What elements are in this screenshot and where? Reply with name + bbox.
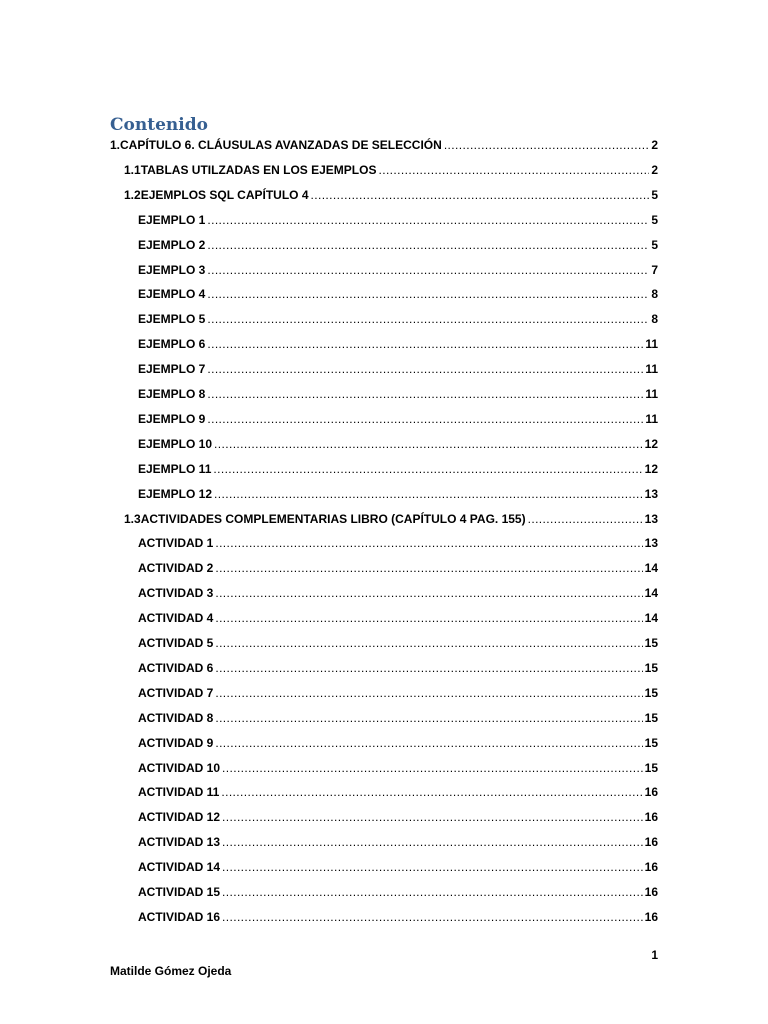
toc-entry-ejemplo-3[interactable] [138,260,658,278]
toc-entry-label: EJEMPLO 4 [138,287,206,302]
toc-entry-label: ACTIVIDAD 12 [138,810,221,825]
toc-entry-page: 14 [644,586,658,601]
toc-entry-label: CAPÍTULO 6. CLÁUSULAS AVANZADAS DE SELECCIÓN [120,138,442,152]
toc-entry-page: 11 [645,337,658,352]
toc-dot-leader [207,387,643,402]
toc-dot-leader [222,860,643,875]
toc-entry-label: ACTIVIDAD 7 [138,685,214,700]
toc-entry-page: 5 [651,187,658,202]
toc-entry-actividad-7[interactable] [138,683,658,701]
toc-dot-leader [213,462,642,477]
toc-entry-page: 5 [651,237,658,252]
toc-entry-label: ACTIVIDAD 6 [138,660,214,675]
toc-dot-leader [214,487,643,502]
toc-heading: Contenido [110,115,208,135]
toc-dot-leader [207,263,649,278]
toc-dot-leader [215,736,642,751]
toc-entry-page: 16 [644,885,658,899]
toc-entry-page: 15 [644,685,658,700]
footer-author: Matilde Gómez Ojeda [110,964,232,978]
toc-entry-label: EJEMPLO 7 [138,362,206,377]
toc-dot-leader [311,188,650,203]
toc-dot-leader [378,163,649,178]
toc-entry-page: 13 [644,486,658,501]
toc-dot-leader [207,412,643,427]
toc-entry-page: 13 [644,511,658,526]
toc-entry-actividad-8[interactable] [138,708,658,726]
toc-entry-label: EJEMPLOS SQL CAPÍTULO 4 [140,187,309,202]
toc-entry-page: 16 [644,810,658,825]
toc-entry-page: 15 [644,660,658,675]
toc-dot-leader [207,213,649,228]
toc-entry-ejemplo-9[interactable] [138,409,658,427]
toc-entry-page: 8 [651,312,658,327]
toc-dot-leader [207,362,643,377]
toc-entry-actividad-9[interactable] [138,733,658,751]
toc-entry-label: ACTIVIDAD 1 [138,536,214,551]
toc-entry-actividades[interactable] [124,509,658,527]
toc-entry-page: 16 [644,860,658,875]
toc-entry-actividad-4[interactable] [138,608,658,626]
toc-entry-actividad-16[interactable] [138,907,658,925]
toc-entry-label: ACTIVIDAD 13 [138,835,221,850]
toc-entry-label: ACTIVIDAD 4 [138,611,214,626]
toc-dot-leader [215,686,642,701]
toc-entry-page: 8 [651,287,658,302]
toc-entry-label: ACTIVIDADES COMPLEMENTARIAS LIBRO (CAPÍTULO 4 PAG. 155) [140,511,526,526]
toc-entry-page: 5 [651,212,658,227]
toc-entry-page: 2 [651,138,658,152]
toc-entry-page: 11 [645,362,658,377]
toc-entry-number: 1.2 [124,187,141,202]
toc-dot-leader [222,835,643,850]
toc-entry-page: 16 [644,835,658,850]
toc-entry-actividad-15[interactable] [138,882,658,900]
toc-entry-label: EJEMPLO 1 [138,212,206,227]
toc-entry-actividad-3[interactable] [138,583,658,601]
toc-entry-label: EJEMPLO 3 [138,262,206,277]
toc-entry-page: 7 [651,262,658,277]
toc-entry-label: ACTIVIDAD 15 [138,885,221,899]
toc-dot-leader [215,561,642,576]
toc-entry-label: EJEMPLO 11 [138,461,212,476]
toc-dot-leader [207,337,643,352]
toc-entry-label: ACTIVIDAD 9 [138,735,214,750]
toc-entry-actividad-1[interactable] [138,533,658,551]
toc-entry-label: ACTIVIDAD 10 [138,760,221,775]
toc-entry-ejemplo-1[interactable] [138,210,658,228]
toc-dot-leader [215,586,642,601]
toc-entry-page: 16 [644,785,658,800]
toc-dot-leader [222,885,643,900]
toc-entry-page: 11 [645,411,658,426]
toc-entry-label: ACTIVIDAD 5 [138,636,214,650]
toc-dot-leader [215,661,642,676]
toc-entry-label: ACTIVIDAD 14 [138,860,221,875]
toc-entry-actividad-10[interactable] [138,758,658,776]
toc-entry-label: EJEMPLO 8 [138,387,206,401]
toc-entry-chapter-6[interactable] [110,135,658,153]
toc-entry-label: EJEMPLO 12 [138,486,213,501]
toc-entry-number: 1.1 [124,162,141,177]
toc-entry-ejemplo-4[interactable] [138,284,658,302]
toc-entry-number: 1.3 [124,511,141,526]
toc-dot-leader [207,287,649,302]
toc-entry-page: 14 [644,611,658,626]
toc-entry-page: 15 [644,760,658,775]
toc-entry-ejemplo-6[interactable] [138,334,658,352]
footer-page-number: 1 [651,948,658,962]
toc-entry-ejemplo-8[interactable] [138,384,658,402]
toc-entry-label: ACTIVIDAD 11 [138,785,220,800]
toc-entry-tablas[interactable] [124,160,658,178]
toc-entry-ejemplo-11[interactable] [138,459,658,477]
toc-entry-label: EJEMPLO 5 [138,312,206,327]
toc-entry-label: EJEMPLO 2 [138,237,206,252]
toc-entry-label: ACTIVIDAD 2 [138,561,214,576]
toc-entry-page: 11 [645,387,658,401]
toc-entry-page: 16 [644,909,658,924]
toc-dot-leader [222,810,643,825]
toc-entry-actividad-2[interactable] [138,558,658,576]
toc-entry-page: 15 [644,636,658,650]
toc-entry-label: ACTIVIDAD 3 [138,586,214,601]
toc-dot-leader [528,512,643,527]
toc-entry-actividad-12[interactable] [138,807,658,825]
toc-dot-leader [207,238,649,253]
toc-dot-leader [222,761,643,776]
toc-dot-leader [221,785,642,800]
toc-entry-number: 1. [110,138,121,152]
toc-entry-label: ACTIVIDAD 16 [138,909,221,924]
toc-entry-ejemplo-12[interactable] [138,484,658,502]
toc-entry-actividad-14[interactable] [138,857,658,875]
toc-entry-label: TABLAS UTILZADAS EN LOS EJEMPLOS [140,162,377,177]
toc-entry-ejemplo-2[interactable] [138,235,658,253]
toc-dot-leader [215,636,642,651]
toc-entry-label: ACTIVIDAD 8 [138,710,214,725]
toc-entry-page: 13 [644,536,658,551]
toc-dot-leader [222,910,643,925]
toc-dot-leader [214,437,643,452]
toc-entry-ejemplo-10[interactable] [138,434,658,452]
toc-dot-leader [215,711,642,726]
toc-dot-leader [215,611,642,626]
toc-entry-page: 14 [644,561,658,576]
toc-entry-page: 15 [644,735,658,750]
toc-dot-leader [207,312,649,327]
toc-dot-leader [215,536,642,551]
toc-entry-actividad-11[interactable] [138,782,658,800]
toc-entry-page: 12 [644,461,658,476]
toc-entry-page: 12 [644,436,658,451]
toc-entry-actividad-13[interactable] [138,832,658,850]
toc-entry-ejemplos-sql[interactable] [124,185,658,203]
toc-entry-page: 2 [651,162,658,177]
toc-entry-ejemplo-5[interactable] [138,309,658,327]
toc-entry-actividad-6[interactable] [138,658,658,676]
toc-entry-label: EJEMPLO 9 [138,411,206,426]
toc-entry-actividad-5[interactable] [138,633,658,651]
toc-entry-label: EJEMPLO 10 [138,436,213,451]
toc-entry-page: 15 [644,710,658,725]
toc-entry-ejemplo-7[interactable] [138,359,658,377]
toc-dot-leader [444,138,650,153]
toc-entry-label: EJEMPLO 6 [138,337,206,352]
